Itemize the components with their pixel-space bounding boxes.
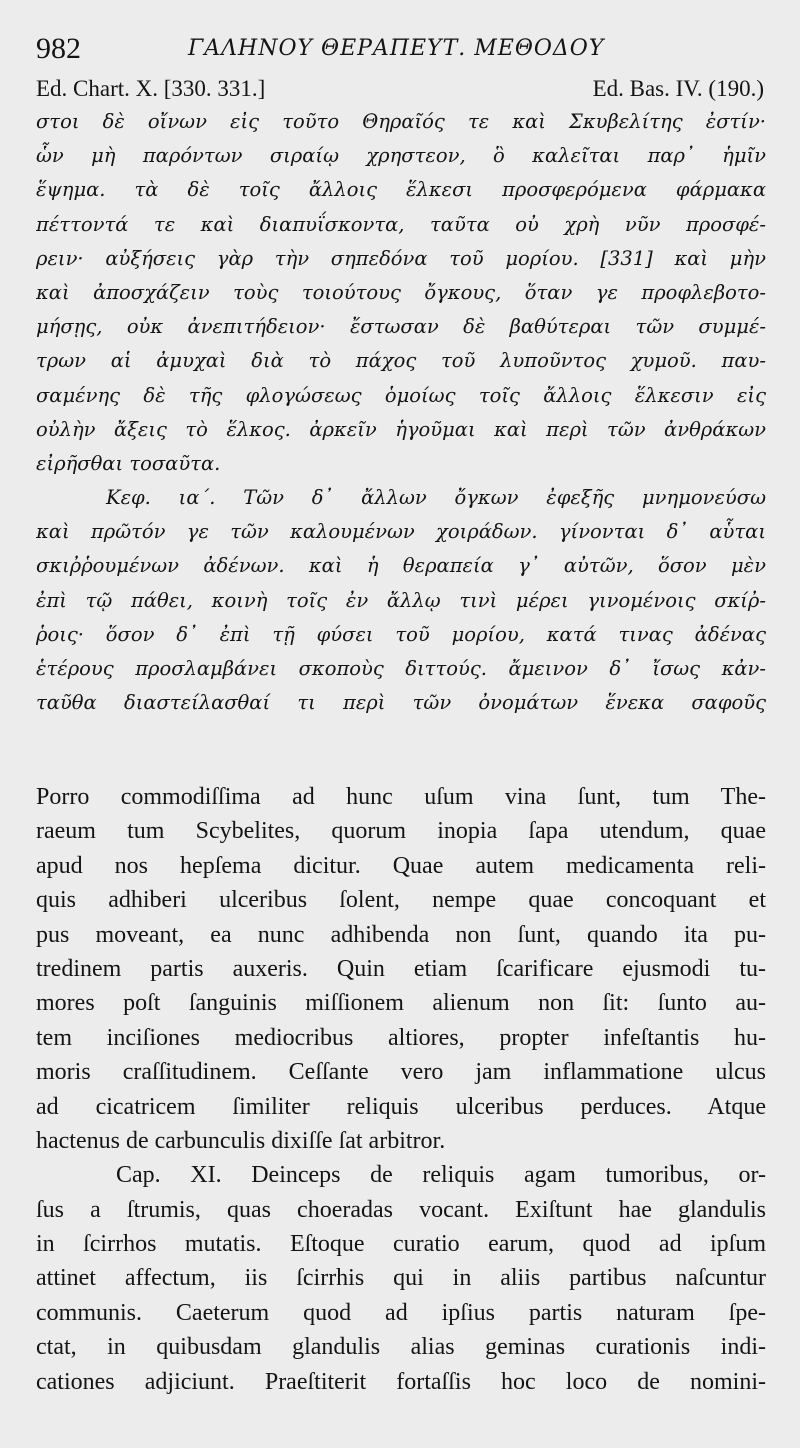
greek-line: ὧν μὴ παρόντων σιραίῳ χρηστεον, ὃ καλεῖται παρ᾽ ἡμῖν [36,144,766,168]
greek-line: ταῦθα διαστείλασθαί τι περὶ τῶν ὀνομάτων ἕνεκα σαφοῦς [36,691,766,715]
greek-line: μήσῃς, οὐκ ἀνεπιτήδειον· ἔστωσαν δὲ βαθύτεραι τῶν συμμέ- [36,315,766,339]
greek-line: καὶ πρῶτόν γε τῶν καλουμένων χοιράδων. γίνονται δ᾽ αὗται [36,520,766,544]
latin-line: apud nos hepſema dicitur. Quae autem medicamenta reli- [36,852,766,879]
page-number: 982 [36,32,81,65]
greek-line: ἐπὶ τῷ πάθει, κοινὴ τοῖς ἐν ἄλλῳ τινὶ μέρει γινομένοις σκίῤ- [36,588,766,612]
latin-line: mores poſt ſanguinis miſſionem alienum non ſit: ſunto au- [36,990,766,1017]
latin-line: ctat, in quibusdam glandulis alias geminas curationis indi- [36,1334,766,1361]
greek-line: σαμένης δὲ τῆς φλογώσεως ὁμοίως τοῖς ἄλλοις ἕλκεσιν εἰς [36,383,766,407]
latin-line: in ſcirrhos mutatis. Eſtoque curatio earum, quod ad ipſum [36,1231,766,1258]
page-header [36,28,776,64]
latin-line: communis. Caeterum quod ad ipſius partis naturam ſpe- [36,1299,766,1326]
latin-line: hactenus de carbunculis dixiſſe ſat arbitror. [36,1127,446,1154]
greek-line: εἰρῆσθαι τοσαῦτα. [36,451,221,475]
greek-line: οὐλὴν ἄξεις τὸ ἕλκος. ἀρκεῖν ἡγοῦμαι καὶ περὶ τῶν ἀνθράκων [36,417,766,441]
latin-line: attinet affectum, iis ſcirrhis qui in aliis partibus naſcuntur [36,1265,766,1292]
latin-line: tem inciſiones mediocribus altiores, propter infeſtantis hu- [36,1024,766,1051]
greek-line: ἕψημα. τὰ δὲ τοῖς ἄλλοις ἕλκεσι προσφερόμενα φάρμακα [36,178,766,202]
latin-line: quis adhiberi ulceribus ſolent, nempe quae concoquant et [36,887,766,914]
greek-line: ρειν· αὐξήσεις γὰρ τὴν σηπεδόνα τοῦ μορίου. [331] καὶ μὴν [36,246,766,270]
latin-line: raeum tum Scybelites, quorum inopia ſapa utendum, quae [36,818,766,845]
latin-line: tredinem partis auxeris. Quin etiam ſcarificare ejusmodi tu- [36,955,766,982]
latin-text-block [36,780,766,1399]
greek-line: σκιῤῥουμένων ἀδένων. καὶ ἡ θεραπεία γ᾽ αὐτῶν, ὅσον μὲν [36,554,766,578]
edition-references [36,74,764,104]
edition-reference-basel: Ed. Bas. IV. (190.) [592,76,764,101]
greek-line: στοι δὲ οἴνων εἰς τοῦτο Θηραῖός τε καὶ Σκυβελίτης ἐστίν· [36,110,766,133]
greek-text-block [36,105,766,720]
greek-chapter-heading-line: Κεφ. ια΄. Τῶν δ᾽ ἄλλων ὄγκων ἐφεξῆς μνημονεύσω [106,486,766,510]
latin-line: ad cicatricem ſimiliter reliquis ulceribus perduces. Atque [36,1093,766,1120]
greek-line: καὶ ἀποσχάζειν τοὺς τοιούτους ὄγκους, ὅταν γε προφλεβοτο- [36,280,766,304]
latin-line: moris craſſitudinem. Ceſſante vero jam inflammatione ulcus [36,1059,766,1086]
latin-line: pus moveant, ea nunc adhibenda non ſunt, quando ita pu- [36,921,766,948]
running-title: ΓΑΛΗΝΟΥ ΘΕΡΑΠΕΥΤ. ΜΕΘΟΔΟΥ [188,36,605,61]
latin-chapter-heading-line: Cap. XI. Deinceps de reliquis agam tumoribus, or- [116,1162,766,1189]
greek-line: ἑτέρους προσλαμβάνει σκοποὺς διττούς. ἄμεινον δ᾽ ἴσως κἀν- [36,657,766,680]
greek-line: πέττοντά τε καὶ διαπυΐσκοντα, ταῦτα οὐ χρὴ νῦν προσφέ- [36,212,766,236]
greek-line: ῥοις· ὅσον δ᾽ ἐπὶ τῇ φύσει τοῦ μορίου, κατά τινας ἀδένας [36,622,766,646]
latin-line: cationes adjiciunt. Praeſtiterit fortaſſis hoc loco de nomini- [36,1368,766,1395]
latin-line: ſus a ſtrumis, quas choeradas vocant. Exiſtunt hae glandulis [36,1196,766,1223]
latin-line: Porro commodiſſima ad hunc uſum vina ſunt, tum The- [36,784,766,810]
edition-reference-chartier: Ed. Chart. X. [330. 331.] [36,76,266,101]
greek-line: τρων αἱ ἀμυχαὶ διὰ τὸ πάχος τοῦ λυποῦντος χυμοῦ. παυ- [36,349,766,373]
